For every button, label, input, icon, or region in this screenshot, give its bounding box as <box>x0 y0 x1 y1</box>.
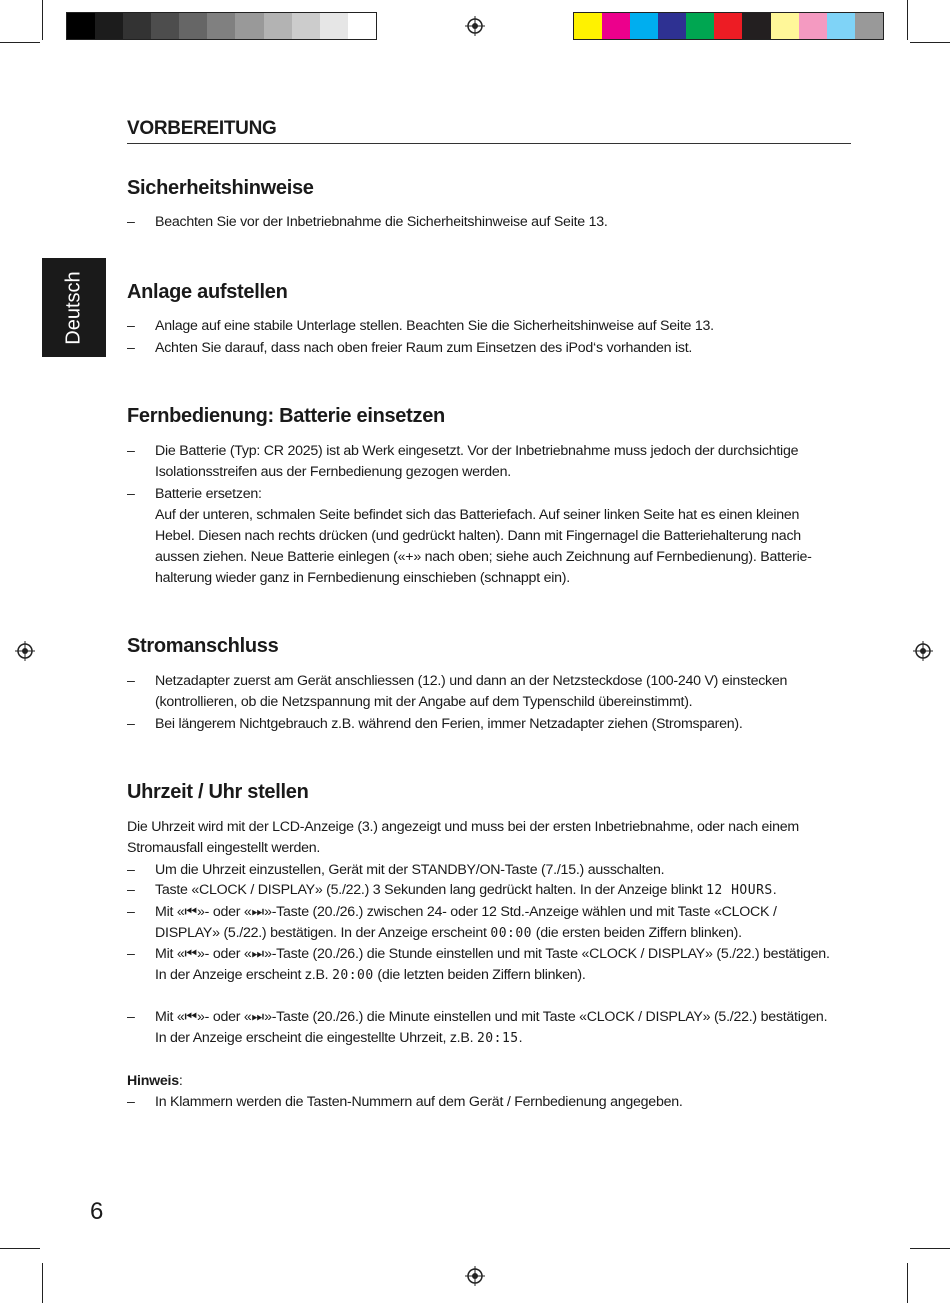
color-swatch <box>742 13 770 39</box>
color-swatch <box>235 13 263 39</box>
crop-mark <box>42 1263 43 1303</box>
language-tab-label: Deutsch <box>62 270 85 345</box>
note-label: Hinweis: <box>127 1073 183 1089</box>
color-swatch <box>771 13 799 39</box>
list-item: – In Klammern werden die Tasten-Nummern auf dem Gerät / Fernbedienung angegeben. <box>127 1094 683 1110</box>
color-swatch <box>292 13 320 39</box>
crop-mark <box>907 0 908 40</box>
color-swatch <box>630 13 658 39</box>
crop-mark <box>910 42 950 43</box>
list-item: – Beachten Sie vor der Inbetriebnahme die Sicherheitshinweise auf Seite 13. <box>127 214 608 230</box>
color-swatch <box>320 13 348 39</box>
color-swatch <box>348 13 376 39</box>
color-swatch <box>686 13 714 39</box>
section-intro: Die Uhrzeit wird mit der LCD-Anzeige (3.) angezeigt und muss bei der ersten Inbetriebnahme, oder nach einem Stromausfall eingestellt werden. <box>127 819 799 856</box>
list-item: – Netzadapter zuerst am Gerät anschliessen (12.) und dann an der Netzsteckdose (100-240 V) einstecken (kontrollieren, ob die Netzspannung mit der Angabe auf dem Typenschild übereinstimmt). <box>127 673 788 710</box>
color-swatch <box>574 13 602 39</box>
section-heading: Uhrzeit / Uhr stellen <box>127 781 309 803</box>
color-swatch <box>95 13 123 39</box>
section-heading: Fernbedienung: Batterie einsetzen <box>127 405 445 427</box>
crop-mark <box>42 0 43 40</box>
color-swatch <box>264 13 292 39</box>
list-item: – Die Batterie (Typ: CR 2025) ist ab Werk eingesetzt. Vor der Inbetriebnahme muss jedoch der durchsichtige Isolationsstreifen aus der Fernbedienung gezogen werden. <box>127 443 799 480</box>
grayscale-color-bar <box>66 12 377 40</box>
list-item: – Batterie ersetzen: <box>127 486 262 502</box>
section-heading: Stromanschluss <box>127 635 279 657</box>
list-item: – Anlage auf eine stabile Unterlage stellen. Beachten Sie die Sicherheitshinweise auf Seite 13. <box>127 318 714 334</box>
color-swatch <box>123 13 151 39</box>
color-swatch <box>602 13 630 39</box>
crop-mark <box>0 42 40 43</box>
list-item: – Bei längerem Nichtgebrauch z.B. während den Ferien, immer Netzadapter ziehen (Stromsparen). <box>127 716 743 732</box>
page-number: 6 <box>90 1198 104 1225</box>
registration-mark-icon <box>913 641 933 661</box>
list-item: – Achten Sie darauf, dass nach oben freier Raum zum Einsetzen des iPod‘s vorhanden ist. <box>127 340 693 356</box>
color-swatch <box>827 13 855 39</box>
crop-mark <box>910 1248 950 1249</box>
lcd-display-text: 12 HOURS <box>706 883 773 898</box>
color-swatch <box>67 13 95 39</box>
list-item: – Mit «⏮»- oder «⏭»-Taste (20./26.) zwischen 24- oder 12 Std.-Anzeige wählen und mit Taste «CLOCK / DISPLAY» (5./22.) bestätigen. In der Anzeige erscheint 00:00 (die ersten beiden Ziffern blinken). <box>127 904 777 941</box>
section-heading: Sicherheitshinweise <box>127 177 314 199</box>
list-item: – Mit «⏮»- oder «⏭»-Taste (20./26.) die Stunde einstellen und mit Taste «CLOCK / DISPLAY» (5./22.) bestätigen. In der Anzeige erscheint z.B. 20:00 (die letzten beiden Ziffern blinken). <box>127 946 830 983</box>
cmyk-color-bar <box>573 12 884 40</box>
color-swatch <box>179 13 207 39</box>
color-swatch <box>855 13 883 39</box>
color-swatch <box>207 13 235 39</box>
section-heading: Anlage aufstellen <box>127 281 288 303</box>
lcd-display-text: 20:15 <box>476 1031 519 1046</box>
registration-mark-icon <box>15 641 35 661</box>
registration-mark-icon <box>465 16 485 36</box>
color-swatch <box>658 13 686 39</box>
color-swatch <box>799 13 827 39</box>
page-title: VORBEREITUNG <box>127 118 851 144</box>
list-item: – Taste «CLOCK / DISPLAY» (5./22.) 3 Sekunden lang gedrückt halten. In der Anzeige blinkt 12 HOURS. <box>127 882 777 898</box>
crop-mark <box>907 1263 908 1303</box>
lcd-display-text: 00:00 <box>490 926 533 941</box>
registration-mark-icon <box>465 1266 485 1286</box>
color-swatch <box>714 13 742 39</box>
list-item: – Mit «⏮»- oder «⏭»-Taste (20./26.) die Minute einstellen und mit Taste «CLOCK / DISPLAY» (5./22.) bestätigen. In der Anzeige erscheint die eingestellte Uhrzeit, z.B. 20:15. <box>127 1009 828 1046</box>
lcd-display-text: 20:00 <box>332 968 374 983</box>
list-item-continuation: Auf der unteren, schmalen Seite befindet sich das Batteriefach. Auf seiner linken Seite hat es einen kleinen Hebel. Diesen nach rechts drücken (und gedrückt halten). Dann mit Fingernagel die Batteriehalterung nach aussen ziehen. Neue Batterie einlegen («+» nach oben; siehe auch Zeichnung auf Fernbedienung). Batterie-halterung wieder ganz in Fernbedienung einschieben (schnappt ein). <box>155 507 812 586</box>
language-tab <box>42 258 106 357</box>
crop-mark <box>0 1248 40 1249</box>
color-swatch <box>151 13 179 39</box>
list-item: – Um die Uhrzeit einzustellen, Gerät mit der STANDBY/ON-Taste (7./15.) ausschalten. <box>127 862 665 878</box>
